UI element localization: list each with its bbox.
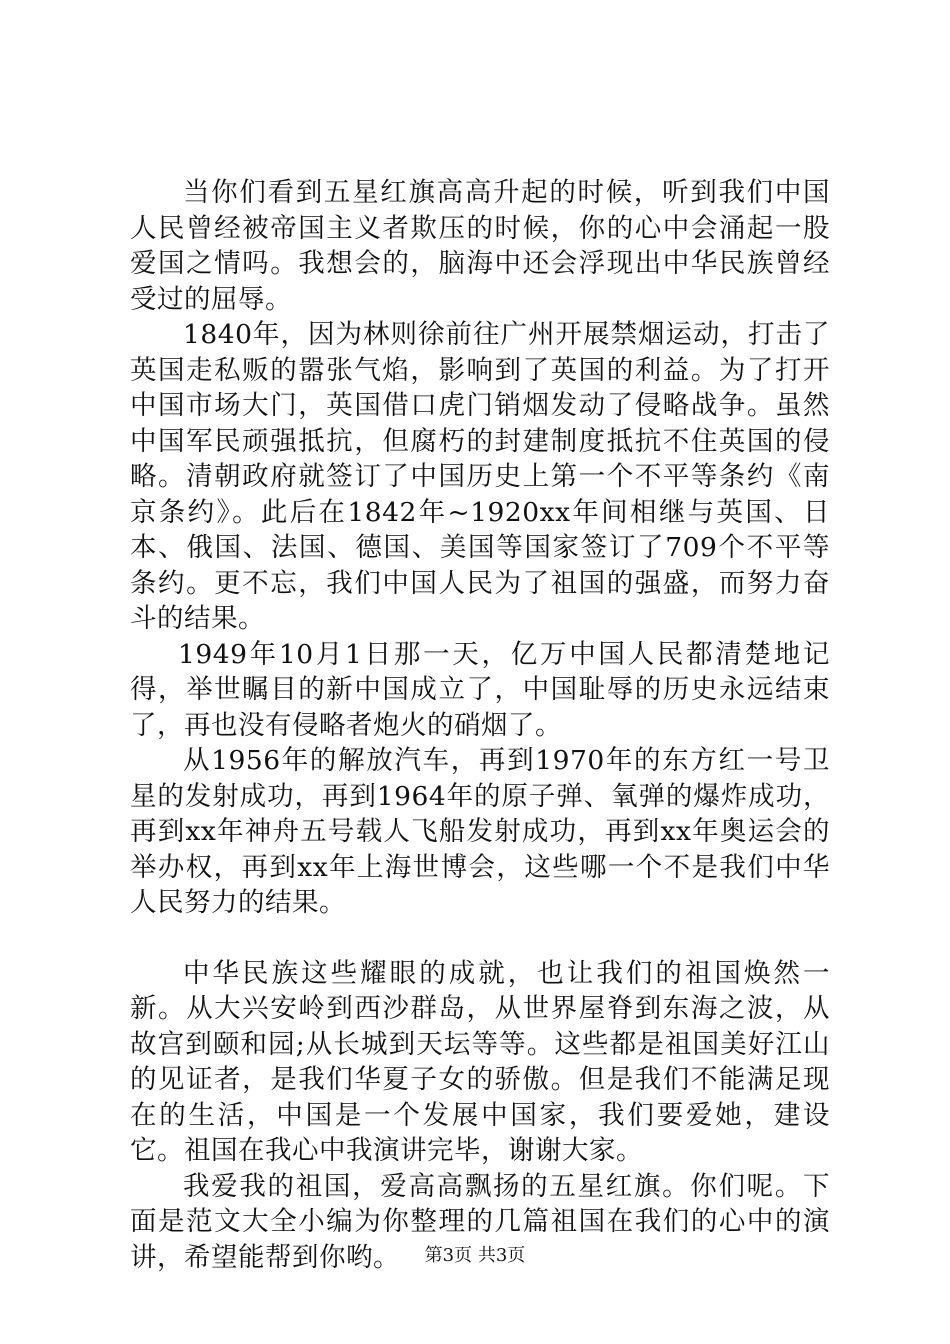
paragraph: 当你们看到五星红旗高高升起的时候，听到我们中国人民曾经被帝国主义者欺压的时候，你的心中会涌起一股爱国之情吗。我想会的，脑海中还会浮现出中华民族曾经受过的屈辱。 xyxy=(130,177,830,315)
paragraph: 我爱我的祖国，爱高高飘扬的五星红旗。你们呢。下面是范文大全小编为你整理的几篇祖国在我们的心中的演讲，希望能帮到你哟。 xyxy=(130,1170,830,1273)
page-footer: 第3页 共3页 xyxy=(424,1245,526,1266)
document-body xyxy=(130,175,830,1275)
paragraph: 1949年10月1日那一天，亿万中国人民都清楚地记得，举世瞩目的新中国成立了，中国耻辱的历史永远结束了，再也没有侵略者炮火的硝烟了。 xyxy=(130,638,830,741)
paragraph: 中华民族这些耀眼的成就，也让我们的祖国焕然一新。从大兴安岭到西沙群岛，从世界屋脊到东海之波，从故宫到颐和园;从长城到天坛等等。这些都是祖国美好江山的见证者，是我们华夏子女的骄傲。但是我们不能满足现在的生活，中国是一个发展中国家，我们要爱她，建设它。祖国在我心中我演讲完毕，谢谢大家。 xyxy=(130,957,830,1166)
paragraph-spacer xyxy=(130,921,830,956)
paragraph: 1840年，因为林则徐前往广州开展禁烟运动，打击了英国走私贩的嚣张气焰，影响到了英国的利益。为了打开中国市场大门，英国借口虎门销烟发动了侵略战争。虽然中国军民顽强抵抗，但腐朽的封建制度抵抗不住英国的侵略。清朝政府就签订了中国历史上第一个不平等条约《南京条约》。此后在1842年~1920xx年间相继与英国、日本、俄国、法国、德国、美国等国家签订了709个不平等条约。更不忘，我们中国人民为了祖国的强盛，而努力奋斗的结果。 xyxy=(130,319,830,634)
paragraph: 从1956年的解放汽车，再到1970年的东方红一号卫星的发射成功，再到1964年的原子弹、氧弹的爆炸成功，再到xx年神舟五号载人飞船发射成功，再到xx年奥运会的举办权，再到xx年上海世博会，这些哪一个不是我们中华人民努力的结果。 xyxy=(130,745,830,918)
